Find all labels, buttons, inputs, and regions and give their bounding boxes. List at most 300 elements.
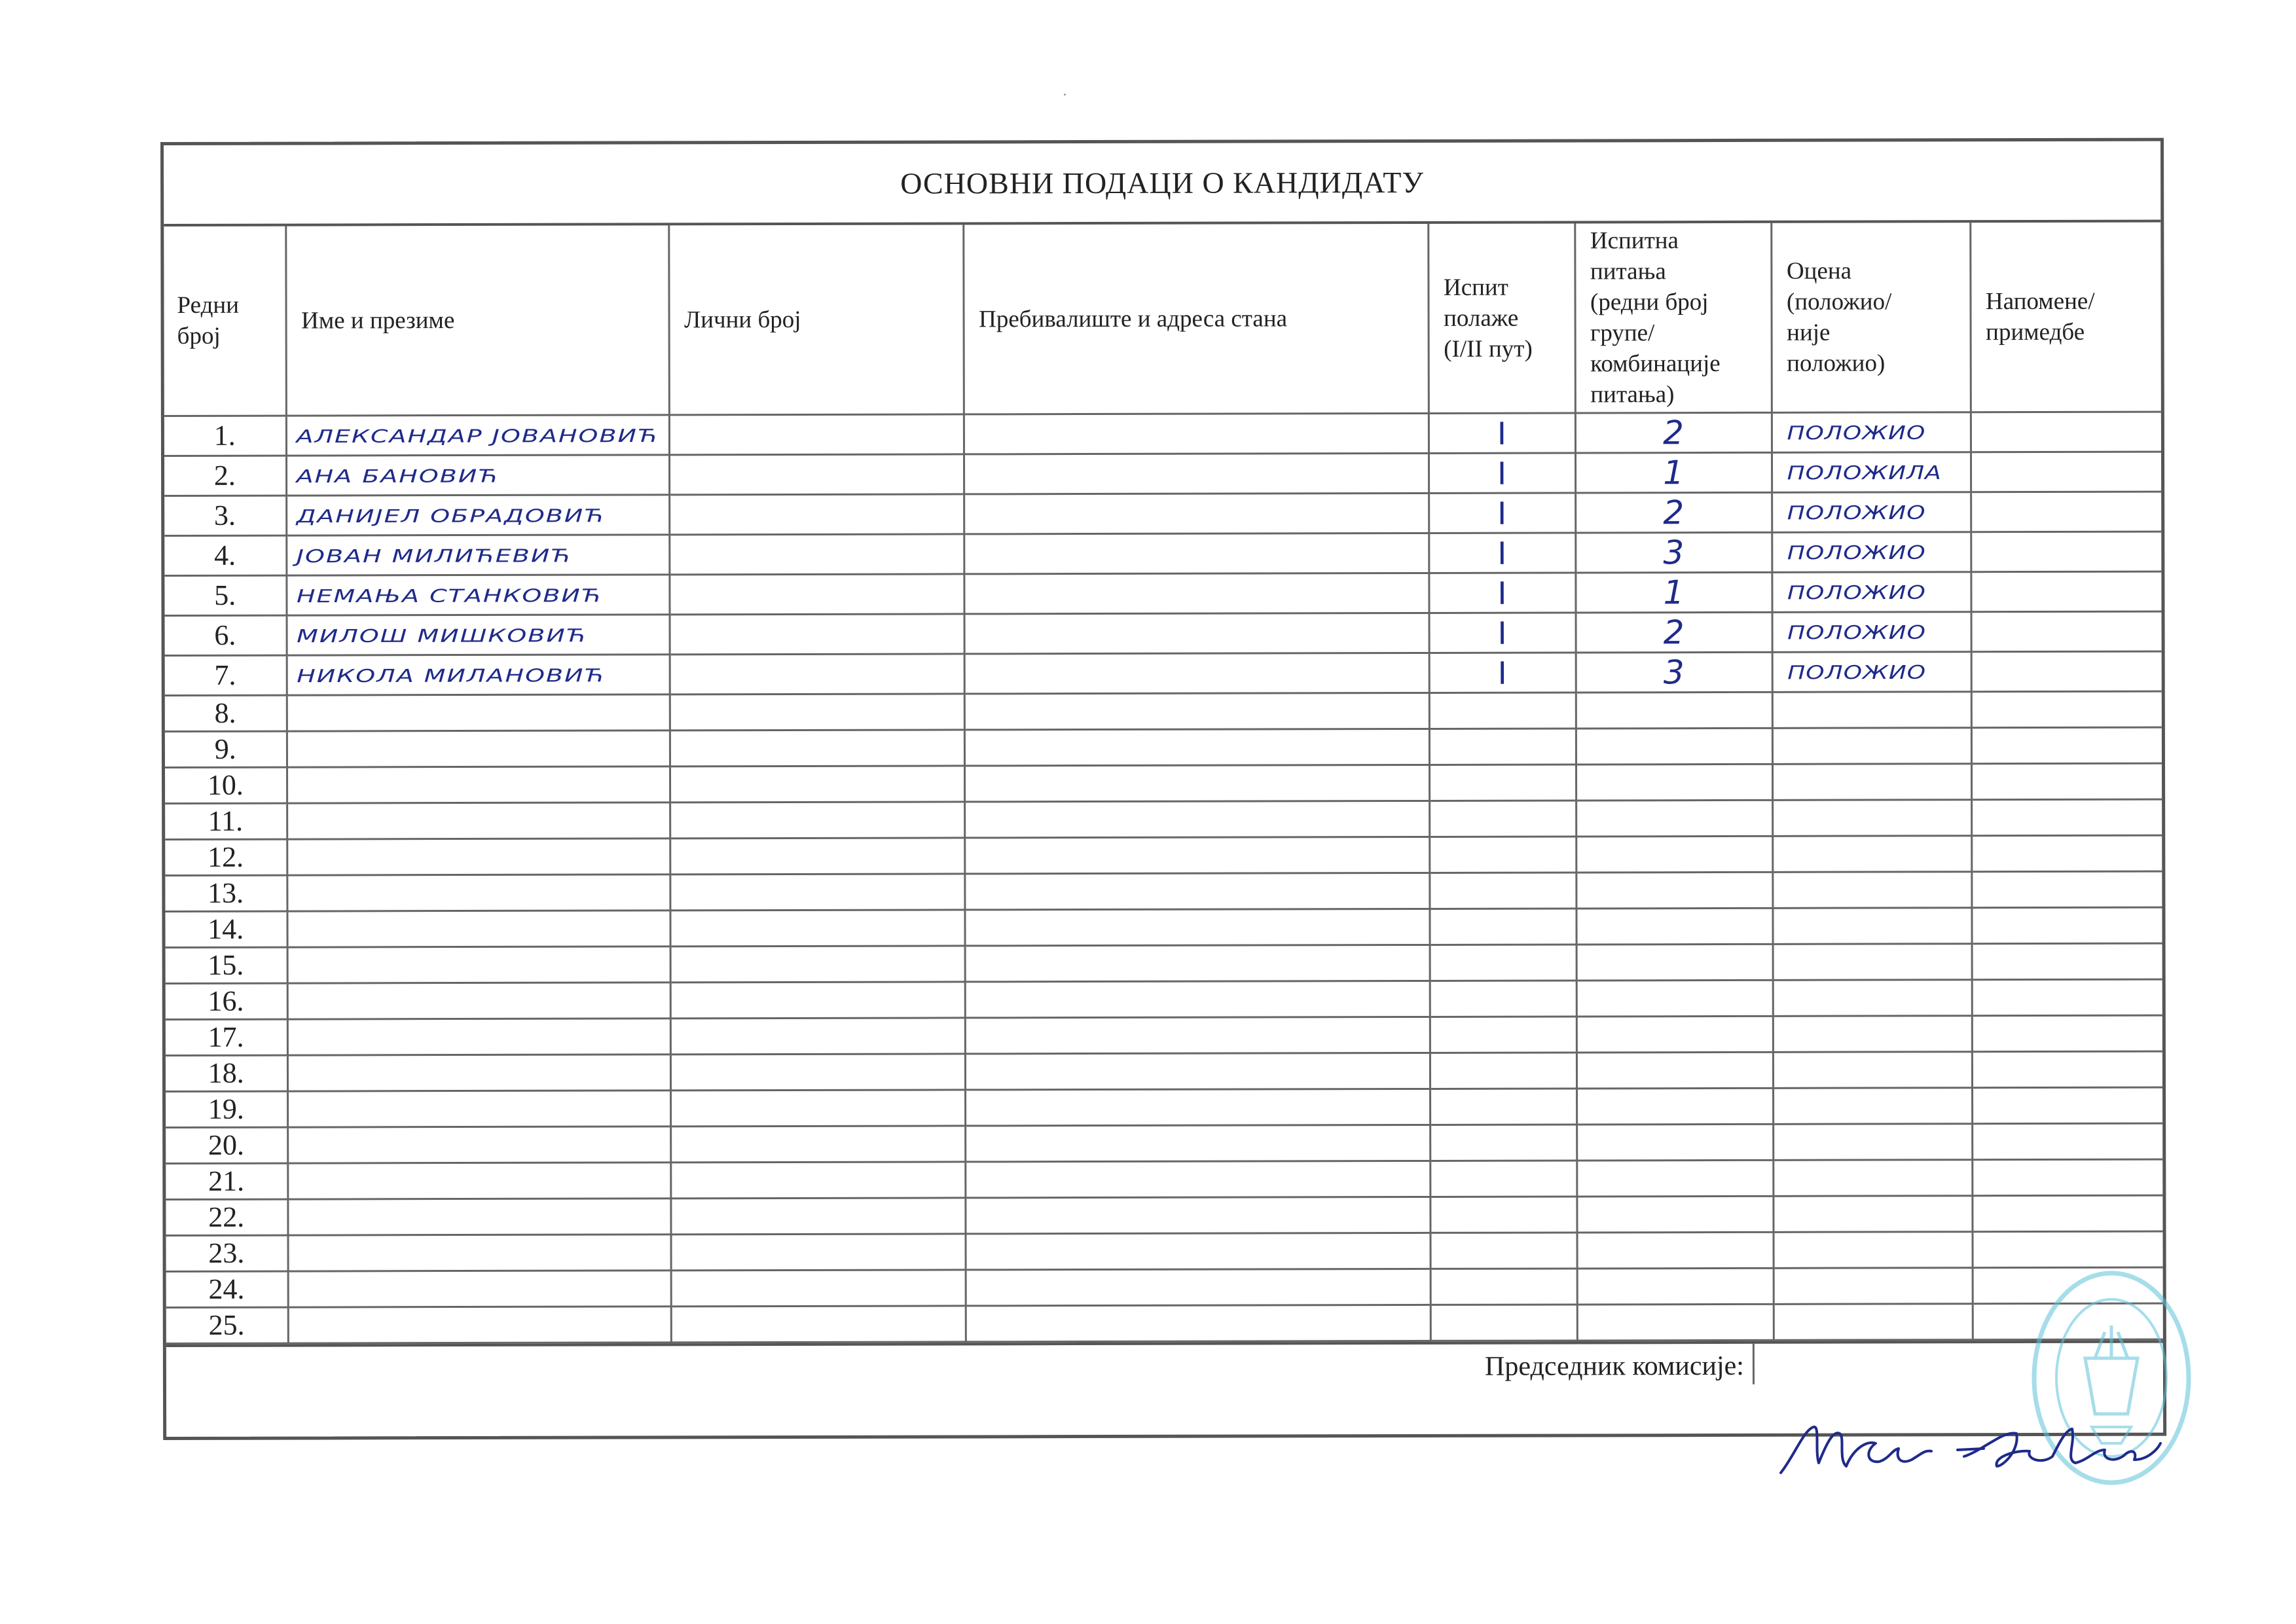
- exam-questions-text: [1578, 1322, 1772, 1323]
- row-number-cell: 24.: [166, 1271, 288, 1307]
- exam-questions-cell: [1576, 1196, 1773, 1233]
- notes-cell: [1971, 571, 2161, 612]
- table-row: [165, 763, 2162, 803]
- notes-cell: [1971, 412, 2161, 452]
- personal-id-cell: [670, 766, 964, 803]
- candidate-name-text: [289, 1324, 670, 1325]
- candidate-name-text: АНА БАНОВИЋ: [296, 465, 500, 487]
- exam-questions-cell: [1576, 944, 1773, 981]
- exam-questions-cell: [1575, 492, 1772, 533]
- candidate-name-cell: [287, 947, 670, 983]
- row-number-cell: 5.: [164, 575, 286, 615]
- attempt-cell: [1430, 945, 1576, 981]
- grade-cell: [1772, 836, 1971, 873]
- header-personal-id: Лични број: [668, 225, 964, 414]
- exam-questions-cell: [1576, 1232, 1773, 1269]
- exam-questions-text: [1576, 710, 1771, 711]
- personal-id-cell: [670, 802, 964, 839]
- candidate-name-text: [288, 784, 669, 785]
- grade-cell: [1773, 1232, 1972, 1269]
- personal-id-cell: [669, 454, 964, 495]
- notes-text: [1971, 432, 2160, 433]
- candidate-name-text: [288, 928, 669, 929]
- candidate-name-cell: [286, 415, 669, 456]
- personal-id-cell: [671, 1306, 966, 1343]
- candidate-name-cell: [287, 1055, 670, 1091]
- grade-cell: [1774, 1268, 1973, 1305]
- candidate-name-cell: [287, 1235, 670, 1271]
- exam-questions-text: [1577, 962, 1772, 963]
- table-row: [165, 727, 2162, 767]
- exam-questions-text: 2: [1663, 613, 1685, 652]
- candidate-name-cell: [288, 1307, 671, 1343]
- header-residence: Пребивалиште и адреса стана: [963, 224, 1429, 414]
- candidate-name-text: [289, 1252, 670, 1253]
- notes-cell: [1971, 611, 2162, 652]
- grade-cell: [1772, 492, 1971, 533]
- table-row: [166, 1267, 2163, 1307]
- exam-questions-cell: [1577, 1268, 1774, 1305]
- table-body: [164, 412, 2163, 1343]
- row-number-cell: 19.: [166, 1091, 287, 1127]
- exam-questions-text: [1577, 926, 1772, 927]
- grade-cell: [1772, 532, 1971, 573]
- residence-text: [966, 855, 1429, 856]
- grade-cell: [1773, 1124, 1972, 1161]
- notes-cell: [1972, 943, 2162, 980]
- grade-cell: [1772, 908, 1971, 945]
- table-row: [164, 492, 2161, 535]
- grade-cell: [1772, 764, 1971, 801]
- exam-questions-text: [1577, 818, 1772, 819]
- table-row: [166, 943, 2162, 983]
- exam-questions-text: 3: [1663, 533, 1685, 572]
- residence-cell: [965, 1125, 1430, 1161]
- candidate-name-text: [288, 1000, 669, 1001]
- header-grade: Оцена (положио/ није положио): [1771, 223, 1971, 412]
- row-number-cell: 4.: [164, 535, 286, 575]
- grade-cell: [1772, 692, 1971, 729]
- residence-cell: [964, 413, 1429, 454]
- candidate-name-cell: [287, 839, 670, 875]
- attempt-text: I: [1497, 614, 1507, 651]
- personal-id-cell: [670, 654, 964, 695]
- candidate-name-text: [289, 1144, 670, 1145]
- personal-id-cell: [669, 414, 964, 455]
- row-number-cell: 22.: [166, 1199, 287, 1235]
- residence-cell: [964, 873, 1429, 909]
- exam-questions-cell: [1575, 572, 1772, 613]
- residence-cell: [966, 1269, 1430, 1305]
- candidate-name-text: [288, 964, 669, 965]
- exam-questions-cell: [1576, 612, 1772, 653]
- residence-cell: [964, 653, 1429, 693]
- row-number-cell: 23.: [166, 1235, 287, 1271]
- chair-label: Председник комисије:: [1484, 1350, 1744, 1382]
- header-exam-questions: Испитна питања (редни број групе/ комбинације питања): [1575, 223, 1772, 413]
- candidate-name-cell: [287, 1127, 670, 1163]
- table-row: [166, 1051, 2162, 1091]
- residence-cell: [964, 613, 1429, 653]
- residence-cell: [965, 945, 1430, 981]
- notes-cell: [1971, 871, 2162, 908]
- attempt-cell: [1429, 453, 1575, 493]
- row-number-cell: 3.: [164, 496, 286, 535]
- row-number-cell: 11.: [165, 803, 287, 839]
- table-row: [164, 412, 2161, 456]
- notes-cell: [1971, 492, 2161, 532]
- attempt-cell: [1429, 413, 1575, 453]
- table-row: [165, 611, 2162, 655]
- residence-text: [965, 473, 1428, 474]
- header-row-number: Редни број: [164, 226, 286, 416]
- table-row: [166, 1303, 2163, 1343]
- exam-questions-text: 1: [1663, 454, 1685, 492]
- table-row: [166, 1159, 2162, 1199]
- table-row: [165, 651, 2162, 695]
- residence-text: [965, 553, 1428, 554]
- exam-questions-cell: [1576, 908, 1772, 945]
- grade-cell: [1773, 1016, 1972, 1053]
- table-row: [165, 691, 2162, 731]
- row-number-cell: 10.: [165, 767, 287, 803]
- residence-cell: [964, 493, 1429, 533]
- candidate-name-text: [289, 1180, 670, 1181]
- attempt-cell: [1429, 613, 1576, 653]
- notes-cell: [1972, 1195, 2162, 1232]
- table-row: [164, 452, 2161, 496]
- candidate-name-text: ДАНИЈЕЛ ОБРАДОВИЋ: [296, 505, 606, 527]
- candidate-name-text: [289, 1216, 670, 1217]
- exam-questions-text: [1577, 890, 1772, 891]
- exam-questions-cell: [1576, 872, 1772, 909]
- grade-text: ПОЛОЖИЛА: [1787, 461, 1942, 484]
- candidate-name-cell: [287, 1091, 670, 1127]
- attempt-cell: [1430, 981, 1576, 1017]
- notes-cell: [1972, 1051, 2162, 1088]
- exam-questions-text: [1578, 1142, 1772, 1143]
- candidate-name-cell: [287, 1163, 670, 1199]
- attempt-text: I: [1497, 534, 1507, 571]
- candidate-name-text: [289, 1108, 670, 1109]
- attempt-cell: [1430, 1089, 1576, 1125]
- exam-questions-text: [1577, 1070, 1772, 1071]
- scan-speck: [1064, 94, 1066, 96]
- notes-cell: [1971, 835, 2162, 872]
- candidate-name-cell: [287, 615, 670, 655]
- attempt-text: I: [1497, 454, 1507, 492]
- residence-cell: [964, 453, 1429, 494]
- attempt-cell: [1430, 1053, 1576, 1089]
- personal-id-cell: [669, 534, 964, 575]
- grade-cell: [1772, 452, 1971, 493]
- attempt-text: I: [1497, 654, 1507, 691]
- row-number-cell: 18.: [166, 1055, 287, 1091]
- table-row: [166, 1015, 2162, 1055]
- notes-cell: [1971, 691, 2162, 728]
- residence-text: [966, 1323, 1429, 1324]
- grade-cell: [1772, 728, 1971, 765]
- exam-questions-text: 2: [1663, 494, 1685, 532]
- chair-signature: [1768, 1404, 2174, 1483]
- residence-text: [965, 711, 1428, 712]
- grade-cell: [1772, 800, 1971, 837]
- exam-questions-text: [1578, 1286, 1772, 1287]
- attempt-cell: [1429, 873, 1576, 909]
- residence-text: [965, 513, 1428, 514]
- exam-questions-text: 1: [1663, 573, 1685, 612]
- residence-cell: [965, 1161, 1430, 1197]
- notes-cell: [1971, 532, 2161, 572]
- candidate-name-text: [288, 892, 669, 893]
- residence-text: [966, 891, 1429, 892]
- notes-text: [1972, 512, 2161, 513]
- residence-text: [966, 1251, 1429, 1252]
- row-number-cell: 17.: [166, 1019, 287, 1055]
- personal-id-cell: [669, 494, 964, 535]
- exam-questions-cell: [1576, 1052, 1773, 1089]
- row-number-cell: 2.: [164, 456, 286, 496]
- candidate-name-cell: [287, 803, 670, 839]
- residence-text: [966, 1215, 1429, 1216]
- personal-id-cell: [670, 838, 964, 875]
- exam-questions-text: [1577, 854, 1772, 855]
- attempt-cell: [1429, 765, 1576, 801]
- candidate-name-text: [288, 820, 669, 821]
- residence-cell: [964, 729, 1429, 765]
- attempt-cell: [1429, 533, 1575, 573]
- row-number-cell: 7.: [165, 655, 287, 695]
- residence-text: [965, 633, 1428, 634]
- notes-cell: [1971, 452, 2161, 492]
- residence-text: [966, 1179, 1429, 1180]
- candidate-name-text: [288, 1072, 669, 1073]
- candidate-name-text: ЈОВАН МИЛИЋЕВИЋ: [296, 545, 572, 567]
- attempt-cell: [1430, 1233, 1576, 1269]
- residence-text: [966, 1287, 1429, 1288]
- personal-id-cell: [671, 1270, 966, 1307]
- candidate-name-cell: [286, 495, 669, 535]
- notes-cell: [1972, 979, 2162, 1016]
- exam-questions-cell: [1576, 1124, 1773, 1161]
- residence-cell: [964, 765, 1429, 801]
- candidate-form: [160, 138, 2166, 1440]
- residence-cell: [964, 837, 1429, 873]
- personal-id-text: [670, 434, 962, 435]
- personal-id-cell: [670, 1126, 965, 1163]
- candidate-table: [164, 223, 2163, 1344]
- attempt-cell: [1429, 837, 1576, 873]
- table-row: [165, 907, 2162, 947]
- personal-id-cell: [670, 1198, 965, 1235]
- header-notes: Напомене/ примедбе: [1970, 223, 2161, 412]
- row-number-cell: 21.: [166, 1163, 287, 1199]
- grade-cell: [1772, 652, 1971, 693]
- exam-questions-text: 2: [1662, 414, 1684, 452]
- grade-cell: [1772, 612, 1971, 653]
- notes-cell: [1971, 907, 2162, 944]
- residence-text: [966, 819, 1429, 820]
- personal-id-cell: [670, 946, 965, 983]
- residence-cell: [964, 801, 1429, 837]
- attempt-cell: [1430, 1305, 1577, 1341]
- residence-cell: [964, 573, 1429, 613]
- personal-id-cell: [669, 574, 964, 615]
- row-number-cell: 16.: [166, 983, 287, 1019]
- attempt-text: I: [1497, 494, 1507, 532]
- row-number-cell: 1.: [164, 416, 286, 456]
- row-number-cell: 8.: [165, 695, 287, 731]
- row-number-cell: 13.: [165, 875, 287, 911]
- candidate-name-cell: [287, 983, 670, 1019]
- attempt-cell: [1429, 573, 1575, 613]
- table-row: [165, 835, 2162, 875]
- attempt-cell: [1430, 1197, 1576, 1233]
- notes-cell: [1972, 1123, 2162, 1160]
- candidate-name-text: МИЛОШ МИШКОВИЋ: [297, 625, 587, 647]
- residence-cell: [964, 909, 1429, 945]
- row-number-cell: 14.: [165, 911, 287, 947]
- table-row: [165, 799, 2162, 839]
- candidate-name-cell: [287, 1019, 670, 1055]
- table-row: [165, 871, 2162, 911]
- table-row: [166, 1231, 2162, 1271]
- attempt-cell: [1429, 693, 1576, 729]
- personal-id-cell: [670, 874, 964, 911]
- candidate-name-text: [287, 712, 668, 713]
- residence-text: [966, 963, 1429, 964]
- personal-id-cell: [670, 982, 965, 1019]
- exam-questions-text: [1578, 1106, 1772, 1107]
- exam-questions-cell: [1576, 836, 1772, 873]
- personal-id-cell: [670, 1234, 965, 1271]
- row-number-cell: 12.: [165, 839, 287, 875]
- grade-text: ПОЛОЖИО: [1787, 501, 1926, 524]
- attempt-cell: [1430, 1017, 1576, 1053]
- residence-cell: [965, 1053, 1430, 1089]
- residence-cell: [964, 533, 1429, 573]
- exam-questions-cell: [1576, 1016, 1773, 1053]
- residence-cell: [965, 981, 1430, 1017]
- candidate-name-text: [288, 856, 669, 857]
- header-attempt: Испит полаже (I/II пут): [1428, 223, 1575, 413]
- row-number-cell: 25.: [166, 1307, 288, 1343]
- grade-text: ПОЛОЖИО: [1787, 541, 1926, 564]
- grade-text: ПОЛОЖИО: [1787, 661, 1927, 684]
- candidate-name-cell: [287, 655, 670, 695]
- grade-cell: [1772, 872, 1971, 909]
- candidate-name-cell: [286, 575, 669, 615]
- grade-cell: [1774, 1304, 1973, 1341]
- notes-cell: [1971, 727, 2162, 764]
- residence-cell: [965, 1197, 1430, 1233]
- candidate-name-text: НИКОЛА МИЛАНОВИЋ: [297, 664, 606, 687]
- personal-id-cell: [670, 730, 964, 767]
- attempt-cell: [1429, 493, 1575, 533]
- notes-cell: [1971, 651, 2162, 692]
- residence-text: [965, 747, 1428, 748]
- candidate-name-cell: [287, 1199, 670, 1235]
- notes-cell: [1971, 763, 2162, 800]
- row-number-cell: 15.: [166, 947, 287, 983]
- exam-questions-cell: [1577, 1304, 1774, 1341]
- exam-questions-cell: [1575, 452, 1772, 493]
- candidate-name-cell: [287, 875, 670, 911]
- residence-text: [966, 783, 1429, 784]
- personal-id-text: [670, 474, 963, 475]
- grade-cell: [1773, 944, 1972, 981]
- candidate-name-text: [287, 748, 668, 749]
- grade-cell: [1772, 412, 1971, 453]
- attempt-cell: [1430, 1161, 1576, 1197]
- candidate-name-text: [289, 1288, 670, 1289]
- residence-text: [965, 673, 1428, 674]
- personal-id-cell: [670, 910, 964, 947]
- candidate-name-cell: [287, 695, 670, 731]
- row-number-cell: 6.: [165, 615, 287, 655]
- exam-questions-text: [1578, 1214, 1772, 1215]
- residence-text: [966, 1071, 1429, 1072]
- form-title: ОСНОВНИ ПОДАЦИ О КАНДИДАТУ: [164, 141, 2160, 226]
- header-full-name: Име и презиме: [285, 225, 669, 416]
- exam-questions-cell: [1576, 764, 1772, 801]
- attempt-cell: [1429, 909, 1576, 945]
- exam-questions-text: [1577, 1034, 1772, 1035]
- grade-cell: [1773, 1088, 1972, 1125]
- notes-cell: [1972, 1087, 2162, 1124]
- row-number-cell: 20.: [166, 1127, 287, 1163]
- attempt-cell: [1429, 801, 1576, 837]
- exam-questions-text: 3: [1663, 653, 1685, 692]
- table-header-row: [164, 223, 2161, 416]
- exam-questions-text: [1576, 746, 1771, 747]
- grade-cell: [1773, 1160, 1972, 1197]
- exam-questions-cell: [1576, 728, 1772, 765]
- residence-text: [966, 1035, 1429, 1036]
- exam-questions-cell: [1576, 800, 1772, 837]
- grade-cell: [1773, 980, 1972, 1017]
- notes-text: [1972, 472, 2161, 473]
- exam-questions-cell: [1575, 412, 1772, 453]
- attempt-cell: [1429, 729, 1576, 765]
- attempt-cell: [1430, 1269, 1577, 1305]
- residence-text: [965, 593, 1428, 594]
- table-row: [166, 1195, 2162, 1235]
- exam-questions-cell: [1576, 1088, 1773, 1125]
- personal-id-cell: [670, 1018, 965, 1055]
- row-number-cell: 9.: [165, 731, 287, 767]
- grade-text: ПОЛОЖИО: [1787, 621, 1926, 644]
- grade-text: ПОЛОЖИО: [1787, 422, 1926, 444]
- attempt-text: I: [1497, 574, 1507, 611]
- candidate-name-cell: [288, 1271, 671, 1307]
- personal-id-cell: [670, 1162, 965, 1199]
- grade-text: ПОЛОЖИО: [1787, 581, 1926, 604]
- candidate-name-cell: [286, 535, 669, 575]
- candidate-name-cell: [287, 911, 670, 947]
- candidate-name-cell: [286, 455, 669, 496]
- residence-cell: [965, 1089, 1430, 1125]
- residence-cell: [965, 1017, 1430, 1053]
- attempt-cell: [1429, 653, 1576, 693]
- notes-cell: [1972, 1015, 2162, 1052]
- exam-questions-cell: [1575, 532, 1772, 573]
- candidate-name-text: НЕМАЊА СТАНКОВИЋ: [296, 585, 602, 607]
- candidate-name-cell: [287, 767, 670, 803]
- candidate-name-text: [288, 1036, 669, 1037]
- table-row: [166, 1123, 2162, 1163]
- residence-text: [966, 999, 1429, 1000]
